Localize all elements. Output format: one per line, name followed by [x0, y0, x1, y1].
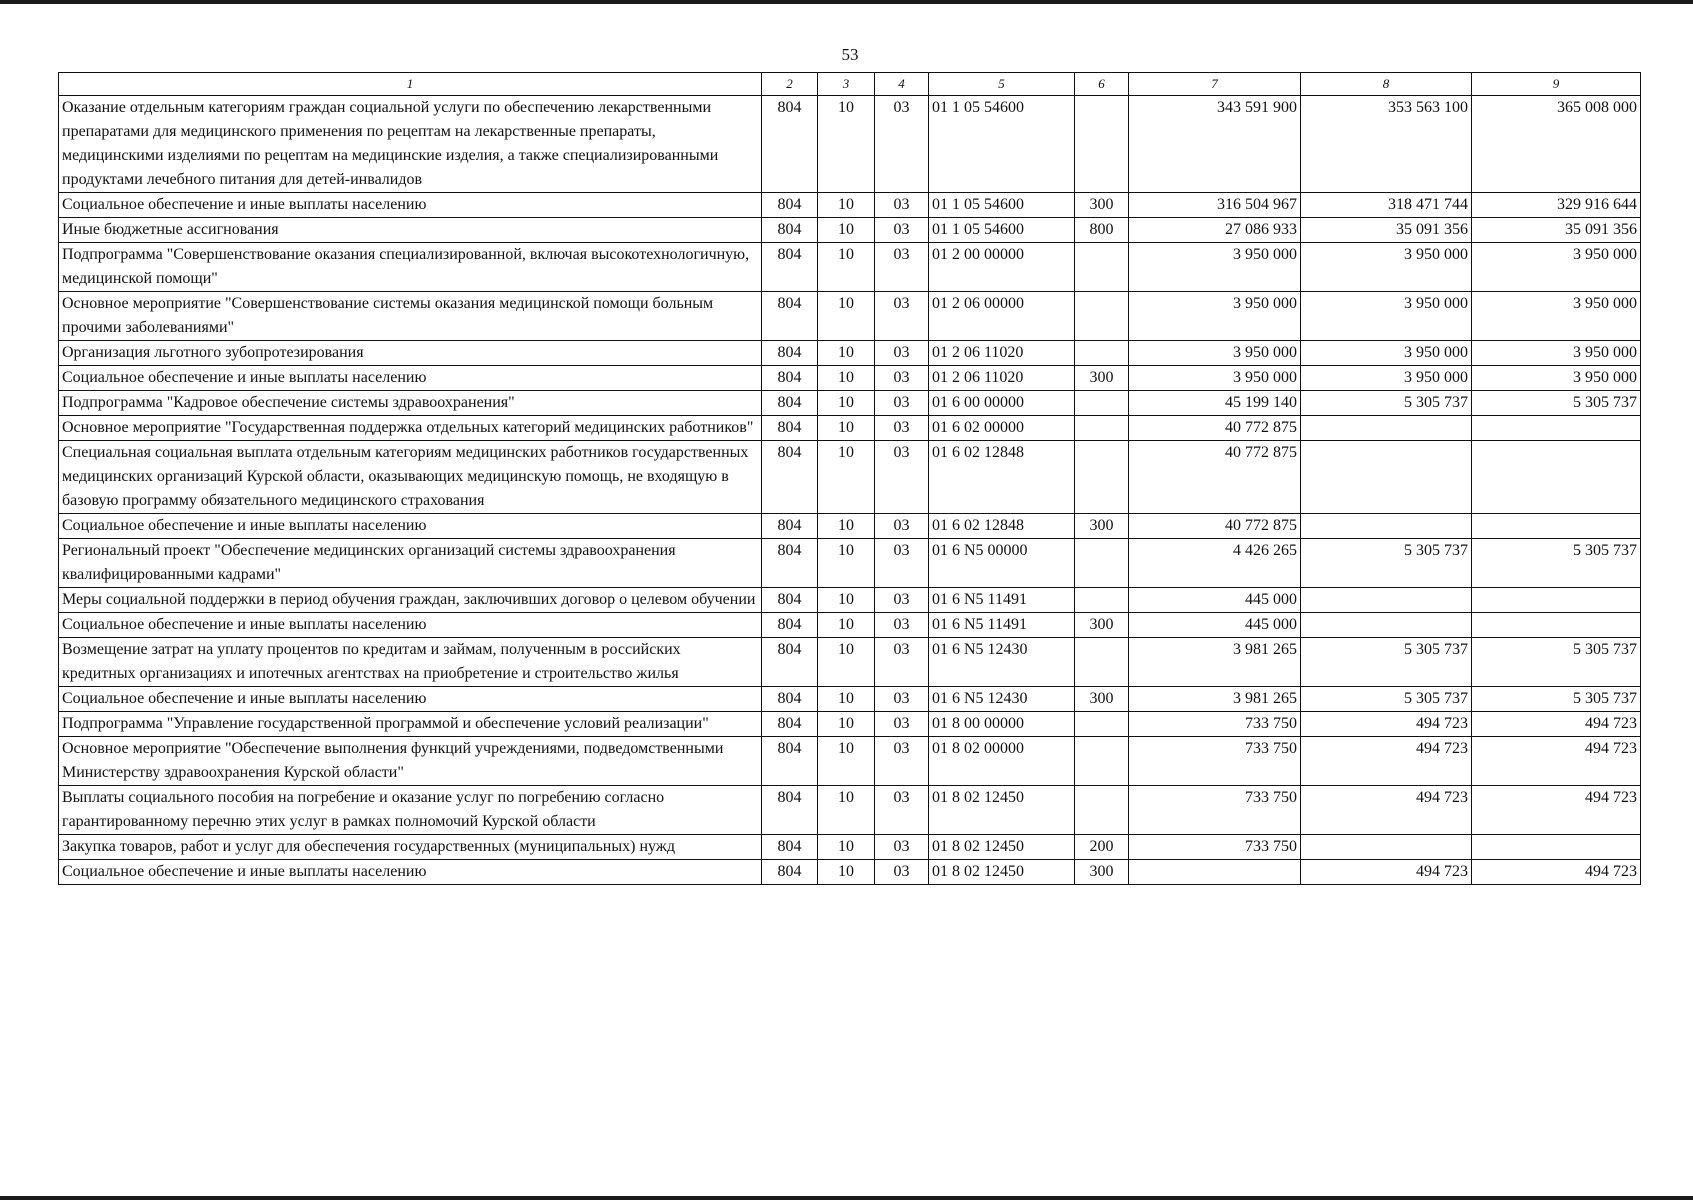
- subsection-code-cell: 03: [875, 539, 929, 588]
- target-article-cell: 01 8 02 12450: [929, 860, 1075, 885]
- amount-year3-cell: 5 305 737: [1472, 687, 1641, 712]
- amount-year2-cell: [1301, 441, 1472, 514]
- row-name-cell: Основное мероприятие "Совершенствование системы оказания медицинской помощи больным прочими заболеваниями": [59, 292, 762, 341]
- section-code-cell: 10: [818, 96, 875, 193]
- row-name-cell: Иные бюджетные ассигнования: [59, 218, 762, 243]
- scan-border-top: [0, 0, 1693, 4]
- amount-year2-cell: [1301, 588, 1472, 613]
- amount-year1-cell: 40 772 875: [1129, 416, 1301, 441]
- section-code-cell: 10: [818, 218, 875, 243]
- amount-year3-cell: [1472, 588, 1641, 613]
- expense-type-cell: [1075, 391, 1129, 416]
- table-row: [59, 539, 1641, 588]
- amount-year2-cell: 494 723: [1301, 860, 1472, 885]
- grbs-code-cell: 804: [762, 292, 818, 341]
- target-article-cell: 01 6 N5 12430: [929, 687, 1075, 712]
- row-name-cell: Меры социальной поддержки в период обучения граждан, заключивших договор о целевом обучении: [59, 588, 762, 613]
- column-number: 3: [818, 73, 875, 96]
- budget-table: [58, 72, 1641, 885]
- amount-year1-cell: 45 199 140: [1129, 391, 1301, 416]
- amount-year1-cell: 3 950 000: [1129, 341, 1301, 366]
- amount-year3-cell: 3 950 000: [1472, 341, 1641, 366]
- amount-year1-cell: 3 950 000: [1129, 243, 1301, 292]
- amount-year3-cell: [1472, 441, 1641, 514]
- section-code-cell: 10: [818, 193, 875, 218]
- table-row: [59, 737, 1641, 786]
- subsection-code-cell: 03: [875, 193, 929, 218]
- section-code-cell: 10: [818, 860, 875, 885]
- subsection-code-cell: 03: [875, 613, 929, 638]
- section-code-cell: 10: [818, 613, 875, 638]
- section-code-cell: 10: [818, 638, 875, 687]
- amount-year3-cell: 3 950 000: [1472, 243, 1641, 292]
- subsection-code-cell: 03: [875, 588, 929, 613]
- table-row: [59, 687, 1641, 712]
- amount-year1-cell: 733 750: [1129, 786, 1301, 835]
- expense-type-cell: [1075, 786, 1129, 835]
- expense-type-cell: 200: [1075, 835, 1129, 860]
- grbs-code-cell: 804: [762, 193, 818, 218]
- column-number: 7: [1129, 73, 1301, 96]
- subsection-code-cell: 03: [875, 243, 929, 292]
- amount-year2-cell: [1301, 835, 1472, 860]
- amount-year3-cell: 3 950 000: [1472, 292, 1641, 341]
- expense-type-cell: 800: [1075, 218, 1129, 243]
- subsection-code-cell: 03: [875, 441, 929, 514]
- target-article-cell: 01 8 02 12450: [929, 835, 1075, 860]
- section-code-cell: 10: [818, 786, 875, 835]
- subsection-code-cell: 03: [875, 96, 929, 193]
- table-row: [59, 416, 1641, 441]
- table-row: [59, 860, 1641, 885]
- amount-year1-cell: 40 772 875: [1129, 514, 1301, 539]
- budget-table-body: [59, 96, 1641, 885]
- row-name-cell: Организация льготного зубопротезирования: [59, 341, 762, 366]
- column-number: 9: [1472, 73, 1641, 96]
- section-code-cell: 10: [818, 514, 875, 539]
- row-name-cell: Социальное обеспечение и иные выплаты населению: [59, 860, 762, 885]
- table-row: [59, 292, 1641, 341]
- amount-year1-cell: 3 950 000: [1129, 292, 1301, 341]
- subsection-code-cell: 03: [875, 687, 929, 712]
- expense-type-cell: [1075, 737, 1129, 786]
- page-number: 53: [841, 45, 859, 64]
- target-article-cell: 01 1 05 54600: [929, 218, 1075, 243]
- column-number: 5: [929, 73, 1075, 96]
- amount-year1-cell: 445 000: [1129, 588, 1301, 613]
- row-name-cell: Выплаты социального пособия на погребение и оказание услуг по погребению согласно гарантированному перечню этих услуг в рамках полномочий Курской области: [59, 786, 762, 835]
- row-name-cell: Возмещение затрат на уплату процентов по кредитам и займам, полученным в российских кредитных организациях и ипотечных агентствах на приобретение и строительство жилья: [59, 638, 762, 687]
- amount-year1-cell: 40 772 875: [1129, 441, 1301, 514]
- grbs-code-cell: 804: [762, 638, 818, 687]
- grbs-code-cell: 804: [762, 712, 818, 737]
- amount-year2-cell: 353 563 100: [1301, 96, 1472, 193]
- amount-year2-cell: 5 305 737: [1301, 687, 1472, 712]
- amount-year2-cell: 494 723: [1301, 786, 1472, 835]
- row-name-cell: Основное мероприятие "Государственная поддержка отдельных категорий медицинских работников": [59, 416, 762, 441]
- section-code-cell: 10: [818, 243, 875, 292]
- table-row: [59, 96, 1641, 193]
- table-row: [59, 441, 1641, 514]
- table-row: [59, 638, 1641, 687]
- table-row: [59, 366, 1641, 391]
- row-name-cell: Социальное обеспечение и иные выплаты населению: [59, 193, 762, 218]
- grbs-code-cell: 804: [762, 218, 818, 243]
- target-article-cell: 01 2 00 00000: [929, 243, 1075, 292]
- amount-year1-cell: 3 950 000: [1129, 366, 1301, 391]
- row-name-cell: Подпрограмма "Кадровое обеспечение системы здравоохранения": [59, 391, 762, 416]
- scan-border-bottom: [0, 1196, 1693, 1200]
- amount-year1-cell: 445 000: [1129, 613, 1301, 638]
- amount-year3-cell: 5 305 737: [1472, 539, 1641, 588]
- amount-year3-cell: [1472, 613, 1641, 638]
- section-code-cell: 10: [818, 687, 875, 712]
- grbs-code-cell: 804: [762, 441, 818, 514]
- table-row: [59, 588, 1641, 613]
- column-number-row: [59, 73, 1641, 96]
- section-code-cell: 10: [818, 292, 875, 341]
- subsection-code-cell: 03: [875, 638, 929, 687]
- amount-year2-cell: [1301, 416, 1472, 441]
- amount-year3-cell: 5 305 737: [1472, 391, 1641, 416]
- row-name-cell: Подпрограмма "Управление государственной программой и обеспечение условий реализации": [59, 712, 762, 737]
- subsection-code-cell: 03: [875, 786, 929, 835]
- amount-year2-cell: 494 723: [1301, 737, 1472, 786]
- table-row: [59, 341, 1641, 366]
- subsection-code-cell: 03: [875, 292, 929, 341]
- grbs-code-cell: 804: [762, 391, 818, 416]
- subsection-code-cell: 03: [875, 341, 929, 366]
- grbs-code-cell: 804: [762, 243, 818, 292]
- target-article-cell: 01 2 06 11020: [929, 366, 1075, 391]
- table-row: [59, 514, 1641, 539]
- amount-year3-cell: [1472, 514, 1641, 539]
- amount-year2-cell: 35 091 356: [1301, 218, 1472, 243]
- amount-year2-cell: 5 305 737: [1301, 539, 1472, 588]
- table-row: [59, 218, 1641, 243]
- section-code-cell: 10: [818, 341, 875, 366]
- target-article-cell: 01 6 N5 00000: [929, 539, 1075, 588]
- target-article-cell: 01 8 02 00000: [929, 737, 1075, 786]
- expense-type-cell: 300: [1075, 860, 1129, 885]
- amount-year1-cell: 3 981 265: [1129, 638, 1301, 687]
- amount-year3-cell: 494 723: [1472, 712, 1641, 737]
- amount-year1-cell: [1129, 860, 1301, 885]
- expense-type-cell: [1075, 243, 1129, 292]
- grbs-code-cell: 804: [762, 613, 818, 638]
- amount-year3-cell: 365 008 000: [1472, 96, 1641, 193]
- amount-year3-cell: 494 723: [1472, 786, 1641, 835]
- amount-year1-cell: 733 750: [1129, 737, 1301, 786]
- row-name-cell: Специальная социальная выплата отдельным категориям медицинских работников государственных медицинских организаций Курской области, оказывающих медицинскую помощь, не входящую в базовую программу обязательного медицинского страхования: [59, 441, 762, 514]
- amount-year3-cell: 494 723: [1472, 737, 1641, 786]
- amount-year2-cell: [1301, 613, 1472, 638]
- target-article-cell: 01 1 05 54600: [929, 193, 1075, 218]
- column-number: 4: [875, 73, 929, 96]
- amount-year1-cell: 3 981 265: [1129, 687, 1301, 712]
- amount-year3-cell: 3 950 000: [1472, 366, 1641, 391]
- subsection-code-cell: 03: [875, 218, 929, 243]
- column-number: 2: [762, 73, 818, 96]
- subsection-code-cell: 03: [875, 416, 929, 441]
- table-row: [59, 193, 1641, 218]
- expense-type-cell: [1075, 341, 1129, 366]
- table-row: [59, 786, 1641, 835]
- grbs-code-cell: 804: [762, 514, 818, 539]
- target-article-cell: 01 1 05 54600: [929, 96, 1075, 193]
- row-name-cell: Социальное обеспечение и иные выплаты населению: [59, 514, 762, 539]
- amount-year2-cell: 494 723: [1301, 712, 1472, 737]
- expense-type-cell: [1075, 292, 1129, 341]
- subsection-code-cell: 03: [875, 366, 929, 391]
- table-row: [59, 613, 1641, 638]
- row-name-cell: Подпрограмма "Совершенствование оказания специализированной, включая высокотехнологичную, медицинской помощи": [59, 243, 762, 292]
- amount-year2-cell: 3 950 000: [1301, 292, 1472, 341]
- amount-year2-cell: 5 305 737: [1301, 638, 1472, 687]
- target-article-cell: 01 8 00 00000: [929, 712, 1075, 737]
- expense-type-cell: 300: [1075, 366, 1129, 391]
- grbs-code-cell: 804: [762, 366, 818, 391]
- section-code-cell: 10: [818, 416, 875, 441]
- row-name-cell: Социальное обеспечение и иные выплаты населению: [59, 613, 762, 638]
- grbs-code-cell: 804: [762, 416, 818, 441]
- target-article-cell: 01 6 02 12848: [929, 441, 1075, 514]
- grbs-code-cell: 804: [762, 96, 818, 193]
- subsection-code-cell: 03: [875, 835, 929, 860]
- amount-year3-cell: [1472, 835, 1641, 860]
- target-article-cell: 01 8 02 12450: [929, 786, 1075, 835]
- section-code-cell: 10: [818, 737, 875, 786]
- row-name-cell: Региональный проект "Обеспечение медицинских организаций системы здравоохранения квалифицированными кадрами": [59, 539, 762, 588]
- amount-year2-cell: 3 950 000: [1301, 341, 1472, 366]
- table-row: [59, 712, 1641, 737]
- row-name-cell: Основное мероприятие "Обеспечение выполнения функций учреждениями, подведомственными Министерству здравоохранения Курской области": [59, 737, 762, 786]
- amount-year2-cell: 318 471 744: [1301, 193, 1472, 218]
- expense-type-cell: 300: [1075, 687, 1129, 712]
- expense-type-cell: [1075, 539, 1129, 588]
- amount-year1-cell: 733 750: [1129, 835, 1301, 860]
- table-row: [59, 835, 1641, 860]
- target-article-cell: 01 6 02 00000: [929, 416, 1075, 441]
- subsection-code-cell: 03: [875, 712, 929, 737]
- grbs-code-cell: 804: [762, 786, 818, 835]
- grbs-code-cell: 804: [762, 687, 818, 712]
- grbs-code-cell: 804: [762, 835, 818, 860]
- expense-type-cell: 300: [1075, 193, 1129, 218]
- section-code-cell: 10: [818, 366, 875, 391]
- section-code-cell: 10: [818, 588, 875, 613]
- section-code-cell: 10: [818, 391, 875, 416]
- column-number: 6: [1075, 73, 1129, 96]
- section-code-cell: 10: [818, 712, 875, 737]
- target-article-cell: 01 6 N5 11491: [929, 588, 1075, 613]
- subsection-code-cell: 03: [875, 860, 929, 885]
- amount-year1-cell: 27 086 933: [1129, 218, 1301, 243]
- amount-year3-cell: 35 091 356: [1472, 218, 1641, 243]
- grbs-code-cell: 804: [762, 860, 818, 885]
- row-name-cell: Социальное обеспечение и иные выплаты населению: [59, 366, 762, 391]
- target-article-cell: 01 2 06 00000: [929, 292, 1075, 341]
- table-row: [59, 243, 1641, 292]
- amount-year2-cell: 3 950 000: [1301, 243, 1472, 292]
- amount-year3-cell: [1472, 416, 1641, 441]
- expense-type-cell: [1075, 712, 1129, 737]
- amount-year3-cell: 5 305 737: [1472, 638, 1641, 687]
- section-code-cell: 10: [818, 539, 875, 588]
- row-name-cell: Оказание отдельным категориям граждан социальной услуги по обеспечению лекарственными препаратами для медицинского применения по рецептам на лекарственные препараты, медицинскими изделиями по рецептам на медицинские изделия, а также специализированными продуктами лечебного питания для детей-инвалидов: [59, 96, 762, 193]
- amount-year1-cell: 343 591 900: [1129, 96, 1301, 193]
- expense-type-cell: 300: [1075, 613, 1129, 638]
- expense-type-cell: [1075, 441, 1129, 514]
- table-row: [59, 391, 1641, 416]
- section-code-cell: 10: [818, 441, 875, 514]
- amount-year2-cell: [1301, 514, 1472, 539]
- target-article-cell: 01 2 06 11020: [929, 341, 1075, 366]
- amount-year2-cell: 3 950 000: [1301, 366, 1472, 391]
- amount-year1-cell: 4 426 265: [1129, 539, 1301, 588]
- grbs-code-cell: 804: [762, 539, 818, 588]
- expense-type-cell: [1075, 588, 1129, 613]
- subsection-code-cell: 03: [875, 391, 929, 416]
- subsection-code-cell: 03: [875, 514, 929, 539]
- target-article-cell: 01 6 N5 12430: [929, 638, 1075, 687]
- grbs-code-cell: 804: [762, 737, 818, 786]
- row-name-cell: Социальное обеспечение и иные выплаты населению: [59, 687, 762, 712]
- amount-year1-cell: 316 504 967: [1129, 193, 1301, 218]
- amount-year2-cell: 5 305 737: [1301, 391, 1472, 416]
- target-article-cell: 01 6 N5 11491: [929, 613, 1075, 638]
- expense-type-cell: [1075, 416, 1129, 441]
- column-number: 1: [59, 73, 762, 96]
- amount-year3-cell: 494 723: [1472, 860, 1641, 885]
- section-code-cell: 10: [818, 835, 875, 860]
- grbs-code-cell: 804: [762, 341, 818, 366]
- row-name-cell: Закупка товаров, работ и услуг для обеспечения государственных (муниципальных) нужд: [59, 835, 762, 860]
- target-article-cell: 01 6 00 00000: [929, 391, 1075, 416]
- expense-type-cell: [1075, 638, 1129, 687]
- column-number: 8: [1301, 73, 1472, 96]
- amount-year3-cell: 329 916 644: [1472, 193, 1641, 218]
- subsection-code-cell: 03: [875, 737, 929, 786]
- expense-type-cell: [1075, 96, 1129, 193]
- grbs-code-cell: 804: [762, 588, 818, 613]
- expense-type-cell: 300: [1075, 514, 1129, 539]
- amount-year1-cell: 733 750: [1129, 712, 1301, 737]
- target-article-cell: 01 6 02 12848: [929, 514, 1075, 539]
